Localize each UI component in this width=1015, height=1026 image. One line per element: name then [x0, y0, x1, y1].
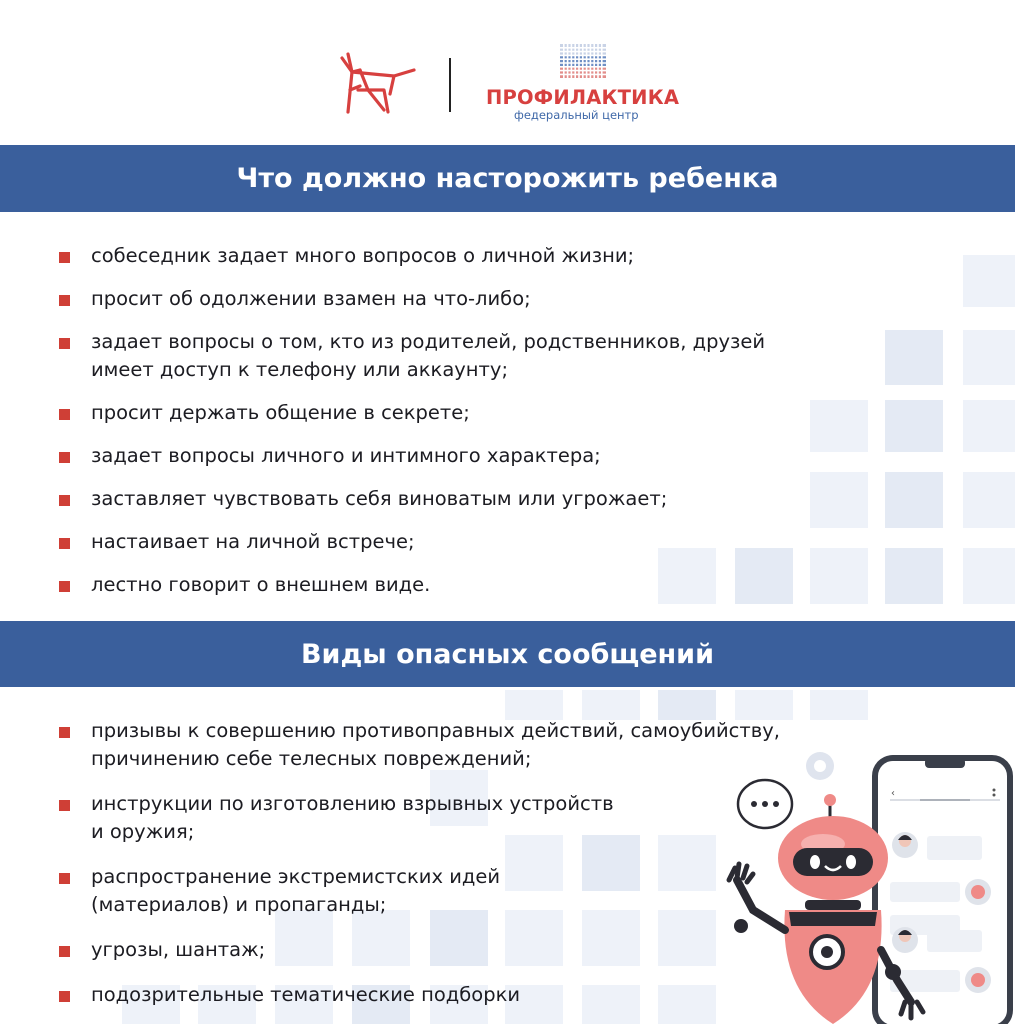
list-item — [58, 936, 780, 964]
list-item-text: призывы к совершению противоправных действий, самоубийству, причинению себе телесных повреждений; — [91, 719, 780, 770]
bullet-icon — [59, 727, 70, 738]
robot-phone-illustration — [715, 740, 1015, 1024]
bullet-icon — [59, 538, 70, 549]
list-item-text: инструкции по изготовлению взрывных устройств и оружия; — [91, 792, 614, 843]
bullet-icon — [59, 495, 70, 506]
list-item — [58, 863, 780, 919]
header — [0, 0, 1015, 145]
list-item-text: задает вопросы о том, кто из родителей, родственников, друзей имеет доступ к телефону или аккаунту; — [91, 330, 766, 381]
list-item — [58, 328, 765, 384]
list-item — [58, 485, 765, 513]
list-item — [58, 717, 780, 773]
list-item-text: собеседник задает много вопросов о личной жизни; — [91, 244, 635, 267]
list-item-text: просит держать общение в секрете; — [91, 401, 470, 424]
bullet-icon — [59, 800, 70, 811]
horse-logo-icon — [338, 50, 418, 116]
bullet-icon — [59, 452, 70, 463]
list-item-text: распространение экстремистских идей (материалов) и пропаганды; — [91, 865, 501, 916]
list-item-text: просит об одолжении взамен на что-либо; — [91, 287, 531, 310]
dangerous-messages-list — [58, 717, 780, 1026]
list-item-text: лестно говорит о внешнем виде. — [91, 573, 431, 596]
list-item-text: настаивает на личной встрече; — [91, 530, 415, 553]
warning-signs-list — [58, 242, 765, 599]
list-item — [58, 442, 765, 470]
bullet-icon — [59, 252, 70, 263]
brand-subtitle: федеральный центр — [514, 108, 639, 122]
flag-grid-icon — [560, 44, 606, 78]
bullet-icon — [59, 946, 70, 957]
bullet-icon — [59, 409, 70, 420]
list-item — [58, 528, 765, 556]
list-item-text: задает вопросы личного и интимного характера; — [91, 444, 601, 467]
list-item — [58, 981, 780, 1009]
bullet-icon — [59, 338, 70, 349]
bullet-icon — [59, 295, 70, 306]
list-item — [58, 285, 765, 313]
list-item — [58, 242, 765, 270]
logo-divider — [449, 58, 451, 112]
section-title-dangerous-messages: Виды опасных сообщений — [0, 621, 1015, 687]
list-item-text: заставляет чувствовать себя виноватым или угрожает; — [91, 487, 668, 510]
list-item-text: подозрительные тематические подборки — [91, 983, 521, 1006]
bullet-icon — [59, 873, 70, 884]
list-item-text: угрозы, шантаж; — [91, 938, 266, 961]
chat-bubble-icon — [738, 780, 792, 828]
list-item — [58, 399, 765, 427]
section-title-warning-signs: Что должно насторожить ребенка — [0, 145, 1015, 212]
list-item — [58, 571, 765, 599]
brand-name: ПРОФИЛАКТИКА — [486, 86, 680, 109]
bullet-icon — [59, 991, 70, 1002]
list-item — [58, 790, 780, 846]
svg-text:‹: ‹ — [891, 788, 895, 799]
bullet-icon — [59, 581, 70, 592]
